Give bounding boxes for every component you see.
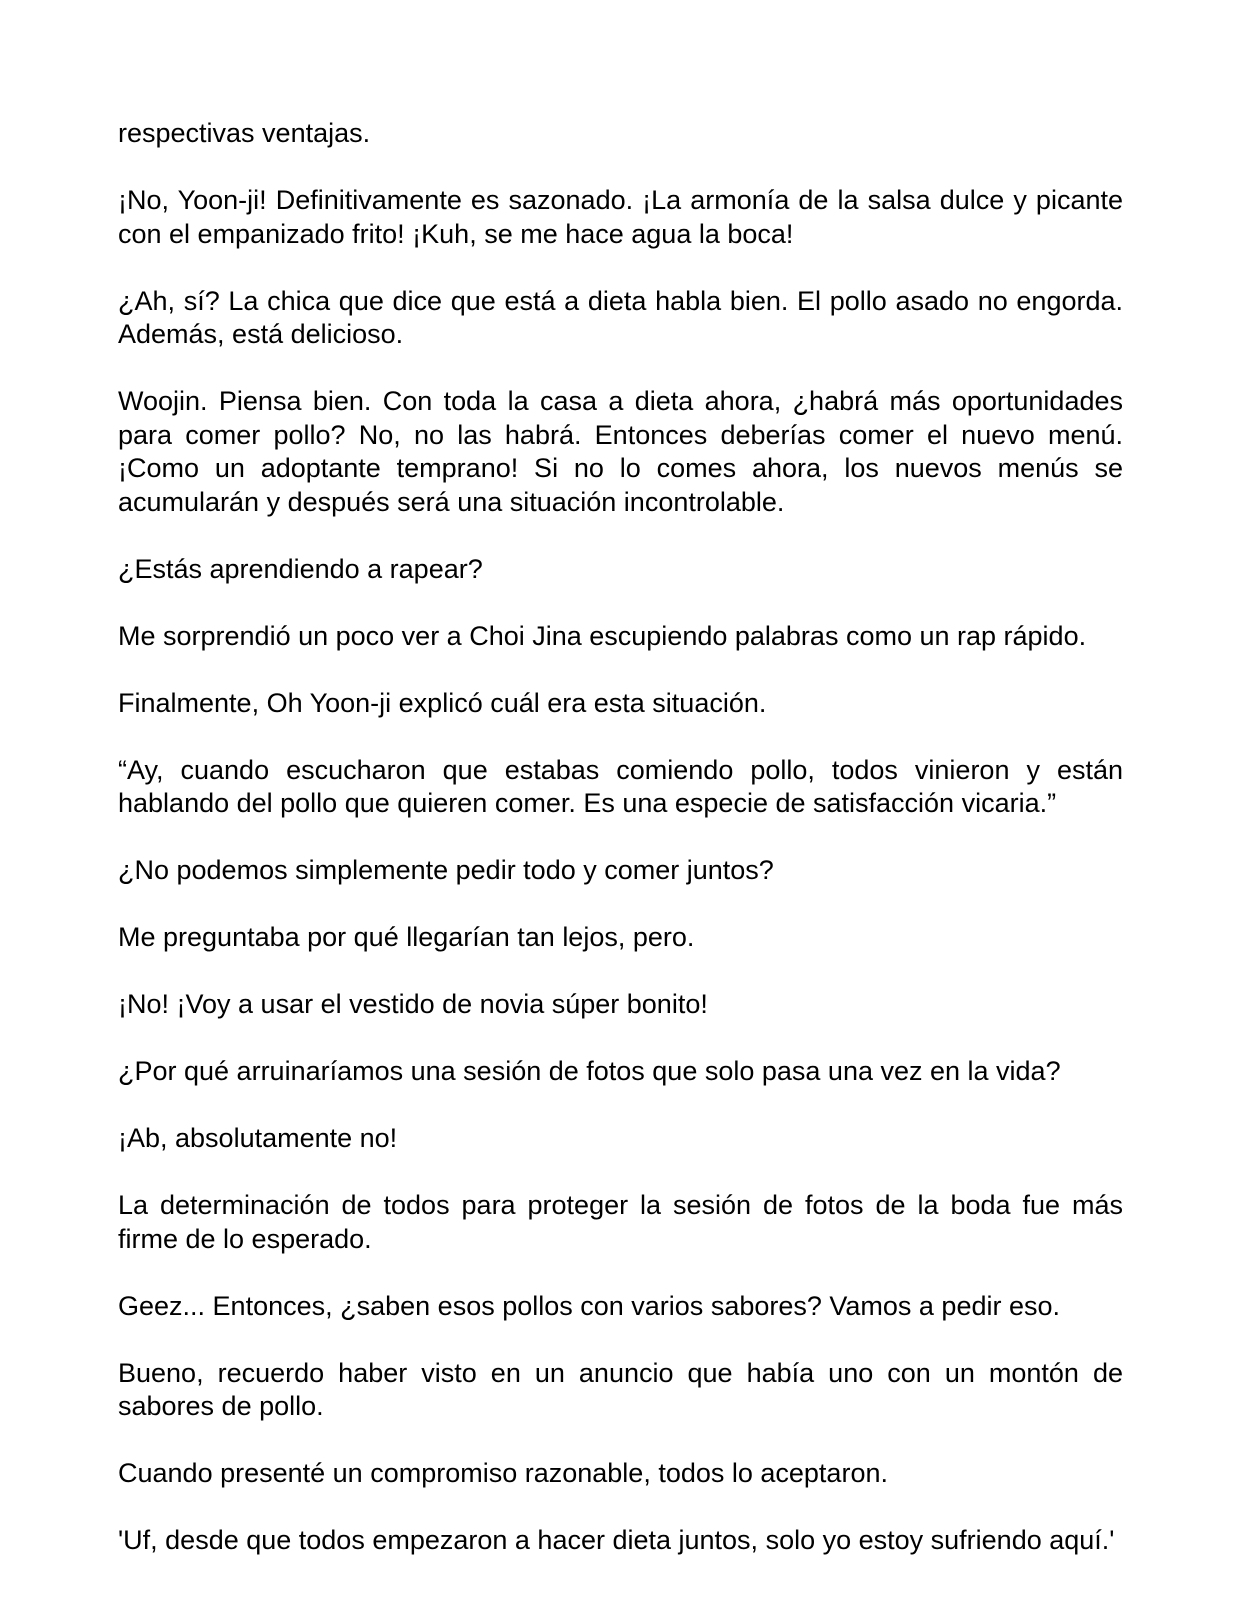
paragraph-5: ¿Estás aprendiendo a rapear? [118, 553, 483, 584]
paragraph-13: ¡Ab, absolutamente no! [118, 1123, 398, 1153]
paragraph-17: Cuando presenté un compromiso razonable, todos lo aceptaron. [118, 1458, 888, 1488]
paragraph-10: Me preguntaba por qué llegarían tan lejos, pero. [118, 922, 695, 952]
paragraph-6: Me sorprendió un poco ver a Choi Jina escupiendo palabras como un rap rápido. [118, 620, 1087, 651]
paragraph-9: ¿No podemos simplemente pedir todo y comer juntos? [118, 855, 774, 885]
paragraph-7: Finalmente, Oh Yoon-ji explicó cuál era esta situación. [118, 687, 767, 718]
paragraph-2: ¡No, Yoon-ji! Definitivamente es sazonado. ¡La armonía de la salsa dulce y picante con el empanizado frito! ¡Kuh, se me hace agua la boca! [118, 185, 1123, 249]
paragraph-14: La determinación de todos para proteger la sesión de fotos de la boda fue más firme de lo esperado. [118, 1190, 1123, 1254]
paragraph-1: respectivas ventajas. [118, 118, 371, 148]
paragraph-4: Woojin. Piensa bien. Con toda la casa a dieta ahora, ¿habrá más oportunidades para comer pollo? No, no las habrá. Entonces deberías comer el nuevo menú. ¡Como un adoptante temprano! Si no lo comes ahora, los nuevos menús se acumularán y después será una situación incontrolable. [118, 386, 1123, 517]
paragraph-8: “Ay, cuando escucharon que estabas comiendo pollo, todos vinieron y están hablando del pollo que quieren comer. Es una especie de satisfacción vicaria.” [118, 754, 1123, 818]
document-body [118, 117, 1123, 1558]
paragraph-12: ¿Por qué arruinaríamos una sesión de fotos que solo pasa una vez en la vida? [118, 1056, 1061, 1086]
paragraph-18: 'Uf, desde que todos empezaron a hacer dieta juntos, solo yo estoy sufriendo aquí.' [118, 1525, 1115, 1555]
paragraph-15: Geez... Entonces, ¿saben esos pollos con varios sabores? Vamos a pedir eso. [118, 1290, 1061, 1321]
paragraph-11: ¡No! ¡Voy a usar el vestido de novia súper bonito! [118, 989, 708, 1019]
paragraph-3: ¿Ah, sí? La chica que dice que está a dieta habla bien. El pollo asado no engorda. Además, está delicioso. [118, 285, 1123, 349]
paragraph-16: Bueno, recuerdo haber visto en un anuncio que había uno con un montón de sabores de pollo. [118, 1357, 1123, 1421]
